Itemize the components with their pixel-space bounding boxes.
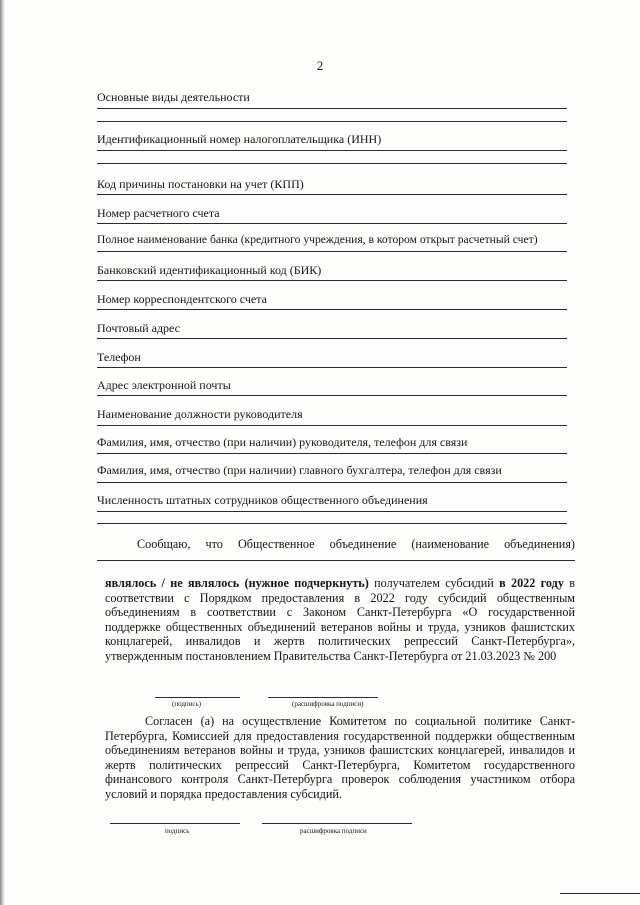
signature-line	[110, 823, 240, 824]
statement-intro-text: Сообщаю, что Общественное объединение (наименование объединения)	[137, 537, 575, 551]
statement-intro	[97, 537, 575, 552]
field-accountant-name: Фамилия, имя, отчество (при наличии) главного бухгалтера, телефон для связи	[97, 463, 502, 477]
signature-decode-label: (расшифровка подписи)	[292, 700, 364, 708]
page-number: 2	[316, 58, 324, 73]
field-account-number: Номер расчетного счета	[97, 206, 220, 220]
fill-line	[97, 560, 575, 561]
fill-line	[97, 223, 567, 224]
statement-year: в 2022 году	[499, 576, 564, 590]
field-main-activities: Основные виды деятельности	[97, 90, 250, 104]
signature-label: подпись	[165, 827, 190, 835]
fill-line	[97, 280, 567, 281]
field-inn: Идентификационный номер налогоплательщика (ИНН)	[97, 132, 382, 146]
scan-edge-shadow	[0, 0, 5, 905]
statement-mid: получателем субсидий	[368, 576, 500, 590]
fill-line	[97, 251, 567, 252]
signature-decode-label: расшифровка подписи	[300, 827, 367, 835]
field-bik: Банковский идентификационный код (БИК)	[97, 263, 322, 277]
fill-line	[97, 482, 567, 483]
fill-line	[97, 194, 567, 195]
field-staff-count: Численность штатных сотрудников общественного объединения	[97, 493, 428, 507]
statement-body	[105, 576, 575, 663]
fill-line	[97, 338, 567, 339]
signature-decode-line	[262, 823, 412, 824]
field-bank-name: Полное наименование банка (кредитного учреждения, в котором открыт расчетный счет)	[97, 233, 538, 246]
page-bottom-rule	[560, 893, 640, 894]
fill-line	[97, 395, 567, 396]
consent-text: Согласен (а) на осуществление Комитетом по социальной политике Санкт-Петербурга, Комиссией для предоставления государственной поддержки общественным объединениям ветеранов войны и труда, узников фашистских концлагерей, инвалидов и жертв политических репрессий Санкт-Петербурга, Комитетом государственного финансового контроля Санкт-Петербурга проверок соблюдения участником отбора условий и порядка предоставления субсидий.	[105, 714, 575, 801]
field-kpp: Код причины постановки на учет (КПП)	[97, 177, 304, 191]
fill-line	[97, 163, 567, 164]
fill-line	[97, 425, 567, 426]
signature-line	[155, 697, 240, 698]
field-email: Адрес электронной почты	[97, 378, 231, 392]
fill-line	[97, 511, 567, 512]
fill-line	[97, 367, 567, 368]
field-director-name: Фамилия, имя, отчество (при наличии) руководителя, телефон для связи	[97, 435, 468, 449]
statement-bold: являлось / не являлось (нужное подчеркнуть)	[105, 576, 369, 590]
field-corr-account: Номер корреспондентского счета	[97, 292, 267, 306]
fill-line	[97, 108, 567, 109]
fill-line	[97, 121, 567, 122]
fill-line	[97, 309, 567, 310]
field-director-position: Наименование должности руководителя	[97, 407, 303, 421]
fill-line	[97, 523, 567, 524]
signature-label: (подпись)	[172, 700, 202, 708]
field-phone: Телефон	[97, 350, 141, 364]
fill-line	[97, 453, 567, 454]
signature-decode-line	[268, 697, 378, 698]
statement-rest: в соответствии с Порядком предоставления в 2022 году субсидий общественным объединениям в соответствии с Законом Санкт-Петербурга «О государственной поддержке общественных объединений ветеранов войны и труда, узников фашистских концлагерей, инвалидов и жертв политических репрессий Санкт-Петербурга», утвержденным постановлением Правительства Санкт-Петербурга от 21.03.2023 № 200	[105, 576, 575, 663]
fill-line	[97, 150, 567, 151]
field-postal-address: Почтовый адрес	[97, 321, 181, 335]
